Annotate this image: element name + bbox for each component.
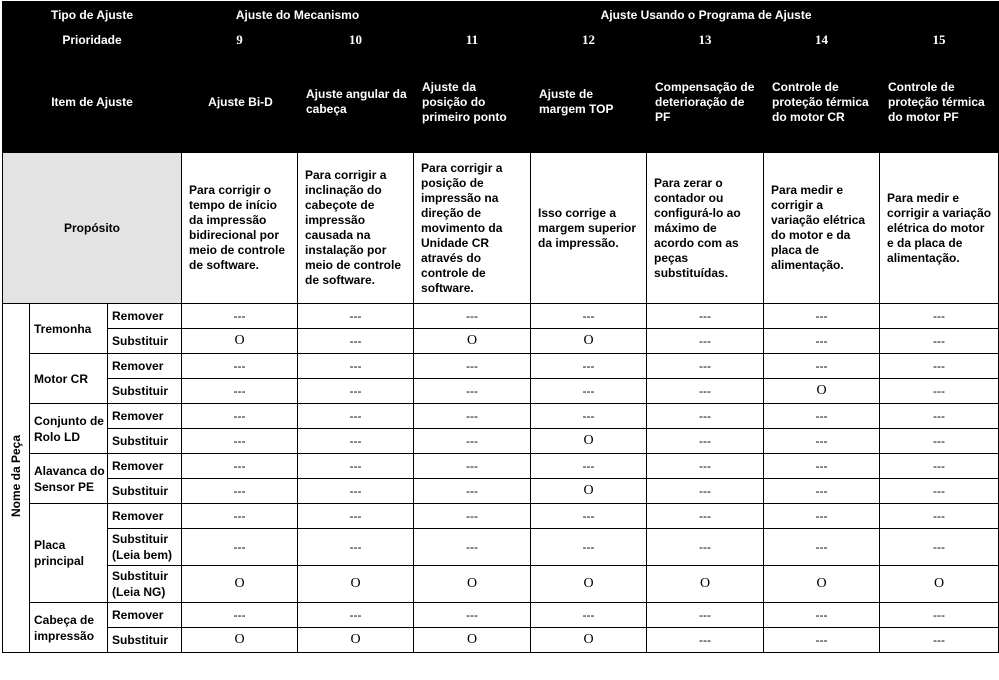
mark-cell: --- [182,504,298,529]
adjustment-table [2,1,999,653]
mark-cell: O [182,329,298,354]
mark-cell: --- [647,354,764,379]
mark-cell: --- [880,329,999,354]
purpose-cell: Para medir e corrigir a variação elétrica do motor e da placa de alimentação. [880,153,999,304]
mecanismo-group-header: Ajuste do Mecanismo [182,2,414,28]
mark-cell: --- [298,504,414,529]
action-label: Substituir (Leia NG) [108,566,182,603]
action-label: Remover [108,454,182,479]
mark-cell: --- [182,529,298,566]
action-label: Remover [108,504,182,529]
mark-cell: --- [298,429,414,454]
mark-cell: --- [647,454,764,479]
mark-cell: O [414,628,531,653]
mark-cell: O [182,628,298,653]
tipo-ajuste-header: Tipo de Ajuste [3,2,182,28]
mark-cell: --- [298,329,414,354]
mark-cell: --- [647,304,764,329]
mark-cell: O [414,566,531,603]
mark-cell: --- [764,304,880,329]
part-name: Alavanca do Sensor PE [30,454,108,504]
mark-cell: --- [414,504,531,529]
mark-cell: --- [880,379,999,404]
prioridade-header: Prioridade [3,28,182,52]
item-cell: Ajuste de margem TOP [531,52,647,153]
mark-cell: O [531,329,647,354]
item-cell: Ajuste angular da cabeça [298,52,414,153]
priority-cell: 14 [764,28,880,52]
mark-cell: --- [414,603,531,628]
priority-cell: 11 [414,28,531,52]
mark-cell: --- [414,529,531,566]
item-cell: Controle de proteção térmica do motor CR [764,52,880,153]
mark-cell: O [764,566,880,603]
mark-cell: O [531,479,647,504]
priority-cell: 12 [531,28,647,52]
mark-cell: O [298,628,414,653]
mark-cell: --- [764,329,880,354]
mark-cell: --- [298,304,414,329]
table-row [3,529,999,566]
mark-cell: --- [764,628,880,653]
mark-cell: --- [880,628,999,653]
purpose-cell: Para medir e corrigir a variação elétrica do motor e da placa de alimentação. [764,153,880,304]
mark-cell: --- [182,379,298,404]
part-name: Tremonha [30,304,108,354]
item-cell: Ajuste da posição do primeiro ponto [414,52,531,153]
action-label: Substituir [108,329,182,354]
mark-cell: --- [764,354,880,379]
action-label: Substituir [108,479,182,504]
action-label: Remover [108,603,182,628]
mark-cell: --- [414,429,531,454]
priority-cell: 15 [880,28,999,52]
action-label: Remover [108,304,182,329]
mark-cell: --- [531,603,647,628]
mark-cell: O [531,566,647,603]
nome-peca-text: Nome da Peça [9,435,23,518]
table-row [3,329,999,354]
table-row [3,566,999,603]
part-name: Placa principal [30,504,108,603]
mark-cell: O [298,566,414,603]
mark-cell: --- [647,429,764,454]
item-cell: Ajuste Bi-D [182,52,298,153]
mark-cell: --- [647,628,764,653]
mark-cell: O [182,566,298,603]
table-row [3,504,999,529]
mark-cell: --- [880,429,999,454]
mark-cell: --- [647,529,764,566]
priority-cell: 10 [298,28,414,52]
mark-cell: --- [764,603,880,628]
mark-cell: --- [298,529,414,566]
mark-cell: --- [414,479,531,504]
mark-cell: O [764,379,880,404]
priority-cell: 9 [182,28,298,52]
mark-cell: --- [764,479,880,504]
table-row [3,379,999,404]
mark-cell: --- [298,404,414,429]
part-name: Conjunto de Rolo LD [30,404,108,454]
mark-cell: --- [182,479,298,504]
mark-cell: --- [647,379,764,404]
mark-cell: --- [880,529,999,566]
action-label: Substituir [108,628,182,653]
programa-group-header: Ajuste Usando o Programa de Ajuste [414,2,999,28]
mark-cell: --- [880,304,999,329]
action-label: Substituir [108,379,182,404]
mark-cell: --- [880,504,999,529]
mark-cell: --- [182,454,298,479]
table-row [3,603,999,628]
mark-cell: --- [531,304,647,329]
table-row [3,479,999,504]
table-row [3,304,999,329]
part-name: Cabeça de impressão [30,603,108,653]
mark-cell: --- [764,529,880,566]
item-cell: Compensação de deterioração de PF [647,52,764,153]
mark-cell: --- [298,479,414,504]
priority-cell: 13 [647,28,764,52]
mark-cell: --- [531,379,647,404]
purpose-cell: Para zerar o contador ou configurá-lo ao máximo de acordo com as peças substituídas. [647,153,764,304]
mark-cell: --- [531,354,647,379]
purpose-cell: Isso corrige a margem superior da impressão. [531,153,647,304]
mark-cell: --- [182,429,298,454]
mark-cell: --- [414,404,531,429]
item-ajuste-header: Item de Ajuste [3,52,182,153]
mark-cell: --- [531,404,647,429]
mark-cell: --- [414,354,531,379]
table-row [3,354,999,379]
mark-cell: --- [764,454,880,479]
mark-cell: --- [647,504,764,529]
mark-cell: O [414,329,531,354]
mark-cell: --- [880,354,999,379]
table-row [3,628,999,653]
mark-cell: --- [298,603,414,628]
mark-cell: --- [880,603,999,628]
mark-cell: --- [298,354,414,379]
table-row [3,454,999,479]
mark-cell: --- [414,304,531,329]
mark-cell: --- [647,479,764,504]
action-label: Remover [108,404,182,429]
mark-cell: --- [531,454,647,479]
mark-cell: O [531,429,647,454]
table-row [3,429,999,454]
mark-cell: --- [764,504,880,529]
mark-cell: --- [298,379,414,404]
mark-cell: --- [880,404,999,429]
item-cell: Controle de proteção térmica do motor PF [880,52,999,153]
mark-cell: --- [531,529,647,566]
mark-cell: --- [764,429,880,454]
mark-cell: --- [414,454,531,479]
purpose-cell: Para corrigir a posição de impressão na direção de movimento da Unidade CR através do controle de software. [414,153,531,304]
mark-cell: --- [414,379,531,404]
mark-cell: --- [531,504,647,529]
mark-cell: O [880,566,999,603]
mark-cell: --- [298,454,414,479]
nome-peca-label [3,304,30,653]
mark-cell: --- [182,404,298,429]
purpose-cell: Para corrigir a inclinação do cabeçote de impressão causada na instalação por meio de controle de software. [298,153,414,304]
mark-cell: --- [880,479,999,504]
action-label: Substituir (Leia bem) [108,529,182,566]
action-label: Substituir [108,429,182,454]
action-label: Remover [108,354,182,379]
mark-cell: --- [880,454,999,479]
mark-cell: --- [764,404,880,429]
mark-cell: --- [647,404,764,429]
proposito-header: Propósito [3,153,182,304]
mark-cell: --- [182,304,298,329]
table-row [3,404,999,429]
part-name: Motor CR [30,354,108,404]
mark-cell: O [531,628,647,653]
mark-cell: O [647,566,764,603]
mark-cell: --- [182,603,298,628]
purpose-cell: Para corrigir o tempo de início da impressão bidirecional por meio de controle de software. [182,153,298,304]
mark-cell: --- [182,354,298,379]
mark-cell: --- [647,329,764,354]
mark-cell: --- [647,603,764,628]
parts-body [3,304,999,653]
